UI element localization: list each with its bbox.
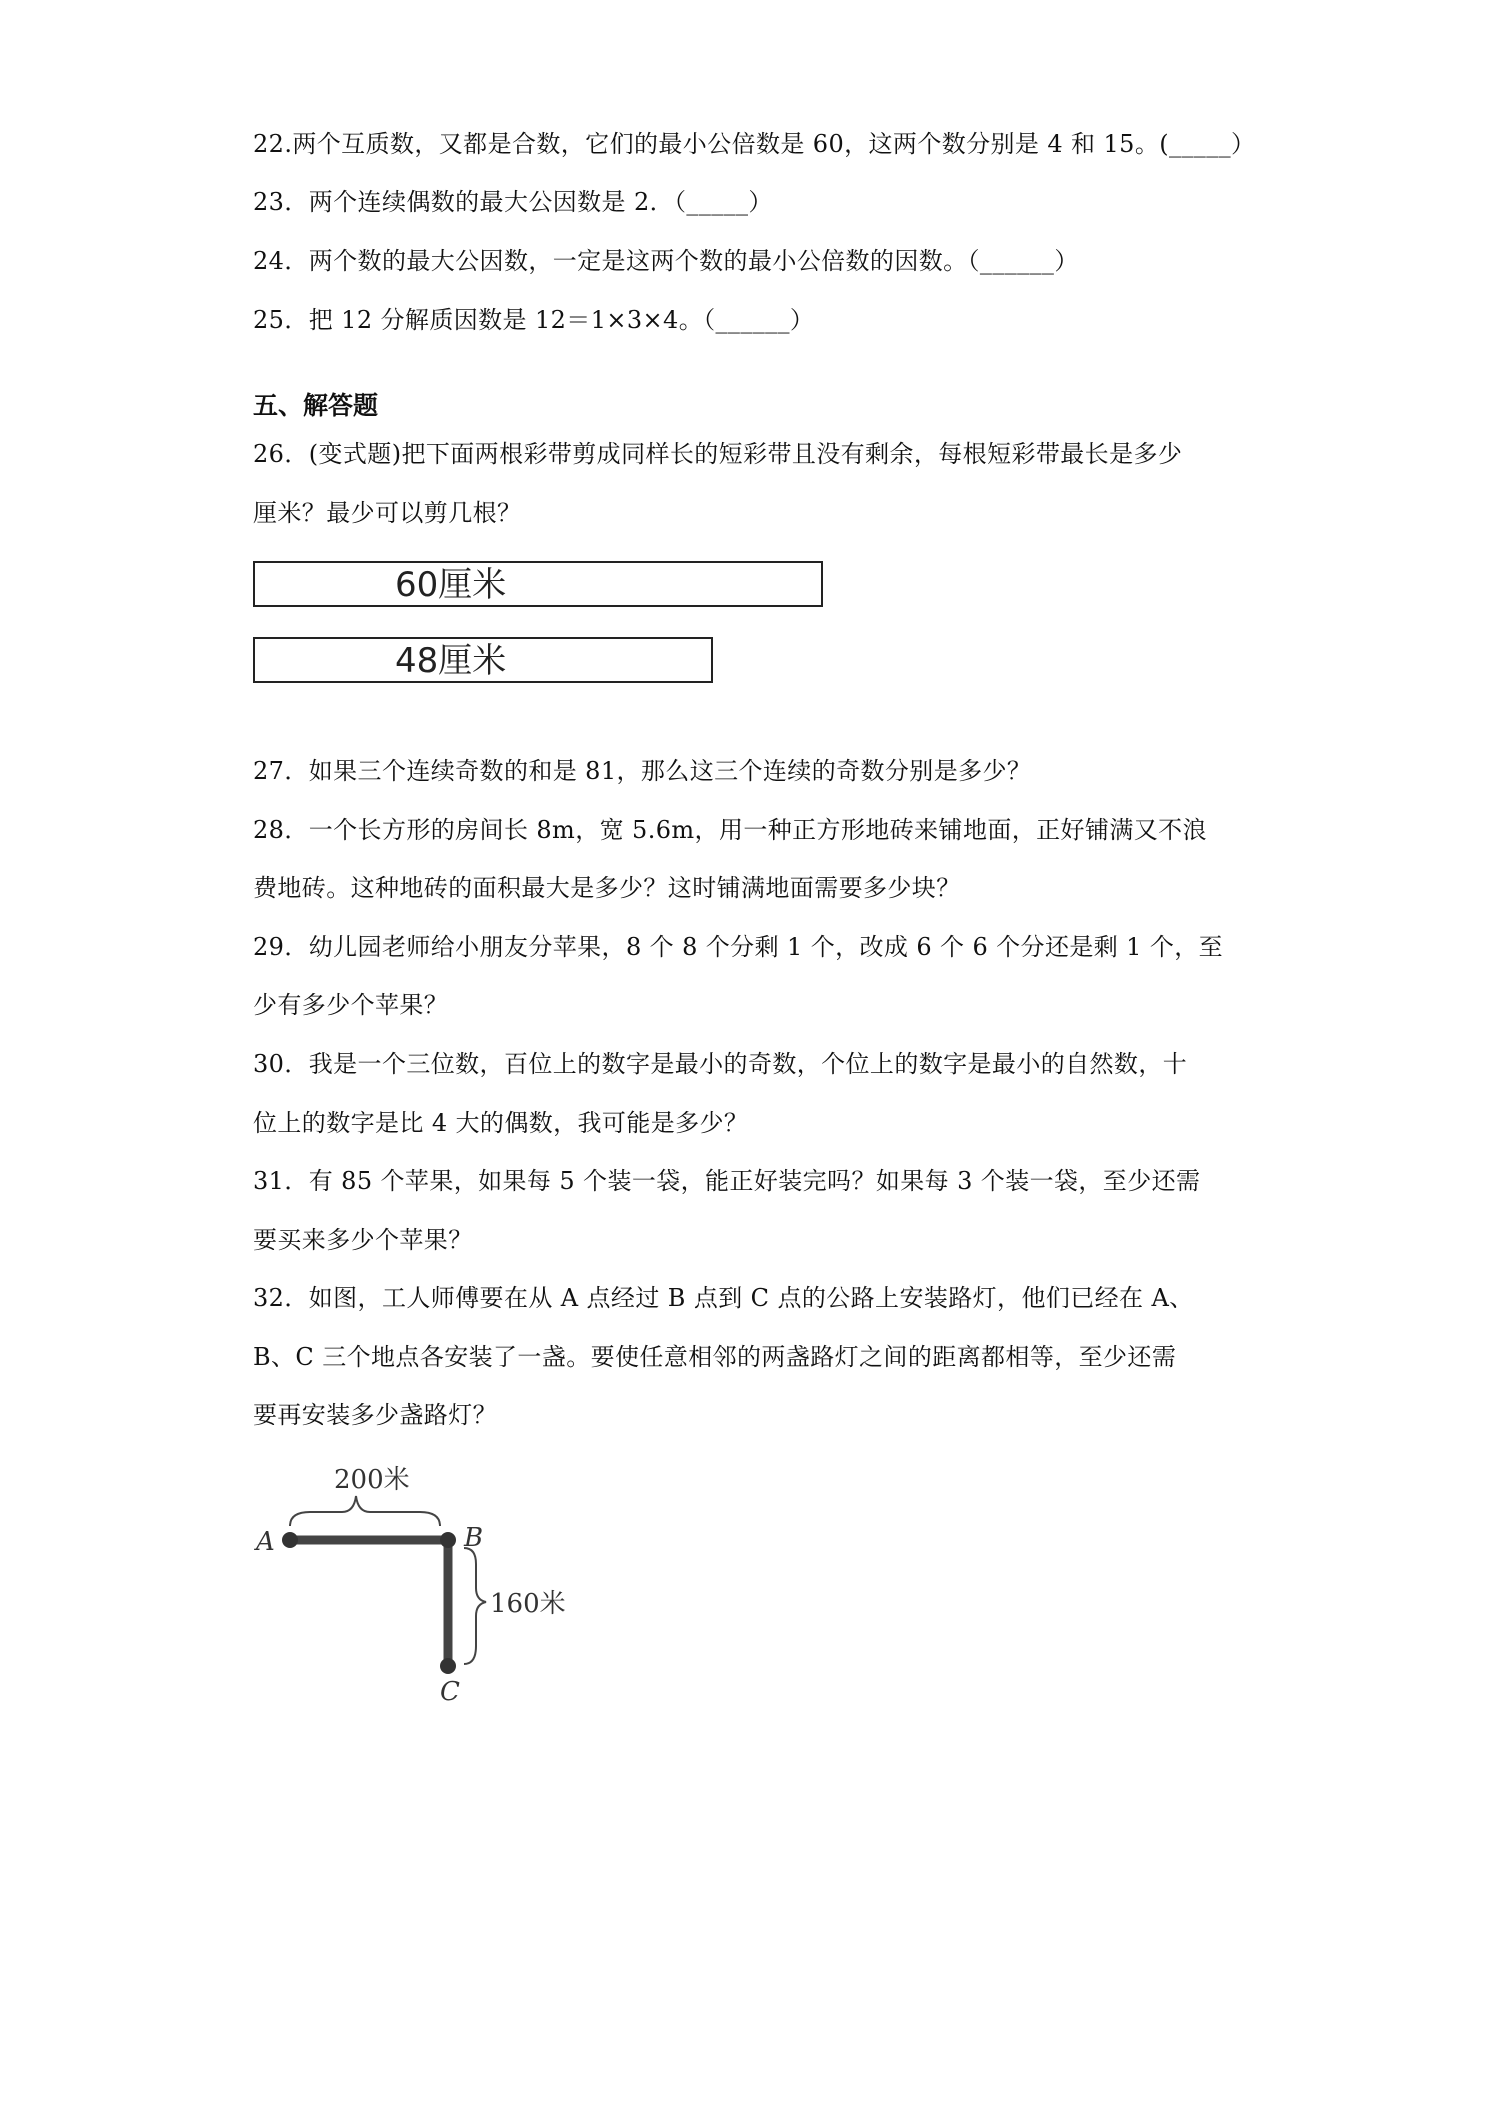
point-c-dot xyxy=(440,1658,456,1674)
point-a-label: A xyxy=(256,1527,275,1557)
ribbon-48cm-label: 48厘米 xyxy=(395,641,507,681)
question-29-line-1: 29．幼儿园老师给小朋友分苹果，8 个 8 个分剩 1 个，改成 6 个 6 个分还是剩 1 个，至 xyxy=(253,933,1224,961)
ribbon-48cm xyxy=(253,637,713,683)
question-31-line-1: 31．有 85 个苹果，如果每 5 个装一袋，能正好装完吗？如果每 3 个装一袋，至少还需 xyxy=(253,1167,1201,1195)
question-32-line-2: B、C 三个地点各安装了一盏。要使任意相邻的两盏路灯之间的距离都相等，至少还需 xyxy=(253,1343,1177,1371)
ribbon-60cm xyxy=(253,561,823,607)
question-22: 22.两个互质数，又都是合数，它们的最小公倍数是 60，这两个数分别是 4 和 15。(_____） xyxy=(253,130,1256,158)
point-b-label: B xyxy=(464,1523,484,1553)
question-26-line-2: 厘米？最少可以剪几根？ xyxy=(253,499,522,527)
bc-brace xyxy=(464,1548,486,1664)
bc-distance-label: 160米 xyxy=(490,1589,566,1619)
question-31-line-2: 要买来多少个苹果？ xyxy=(253,1226,473,1254)
question-32-line-3: 要再安装多少盏路灯？ xyxy=(253,1401,497,1429)
question-26-line-1: 26．(变式题)把下面两根彩带剪成同样长的短彩带且没有剩余，每根短彩带最长是多少 xyxy=(253,440,1183,468)
question-30-line-2: 位上的数字是比 4 大的偶数，我可能是多少？ xyxy=(253,1109,749,1137)
question-30-line-1: 30．我是一个三位数，百位上的数字是最小的奇数，个位上的数字是最小的自然数，十 xyxy=(253,1050,1188,1078)
question-28-line-2: 费地砖。这种地砖的面积最大是多少？这时铺满地面需要多少块？ xyxy=(253,874,961,902)
point-c-label: C xyxy=(440,1677,460,1707)
question-29-line-2: 少有多少个苹果？ xyxy=(253,991,449,1019)
ab-brace xyxy=(290,1496,440,1526)
question-32-line-1: 32．如图，工人师傅要在从 A 点经过 B 点到 C 点的公路上安装路灯，他们已经在 A、 xyxy=(253,1284,1194,1312)
question-28-line-1: 28．一个长方形的房间长 8m，宽 5.6m，用一种正方形地砖来铺地面，正好铺满又不浪 xyxy=(253,816,1207,844)
section-heading-answer-questions: 五、解答题 xyxy=(253,391,379,420)
point-b-dot xyxy=(440,1532,456,1548)
point-a-dot xyxy=(282,1532,298,1548)
ab-distance-label: 200米 xyxy=(334,1465,410,1495)
road-diagram xyxy=(250,1460,570,1720)
question-27: 27．如果三个连续奇数的和是 81，那么这三个连续的奇数分别是多少？ xyxy=(253,757,1032,785)
ribbon-60cm-label: 60厘米 xyxy=(395,565,507,605)
question-23: 23．两个连续偶数的最大公因数是 2．（_____） xyxy=(253,188,773,216)
question-25: 25．把 12 分解质因数是 12＝1×3×4。（______） xyxy=(253,306,815,334)
question-24: 24．两个数的最大公因数，一定是这两个数的最小公倍数的因数。（______） xyxy=(253,247,1079,275)
